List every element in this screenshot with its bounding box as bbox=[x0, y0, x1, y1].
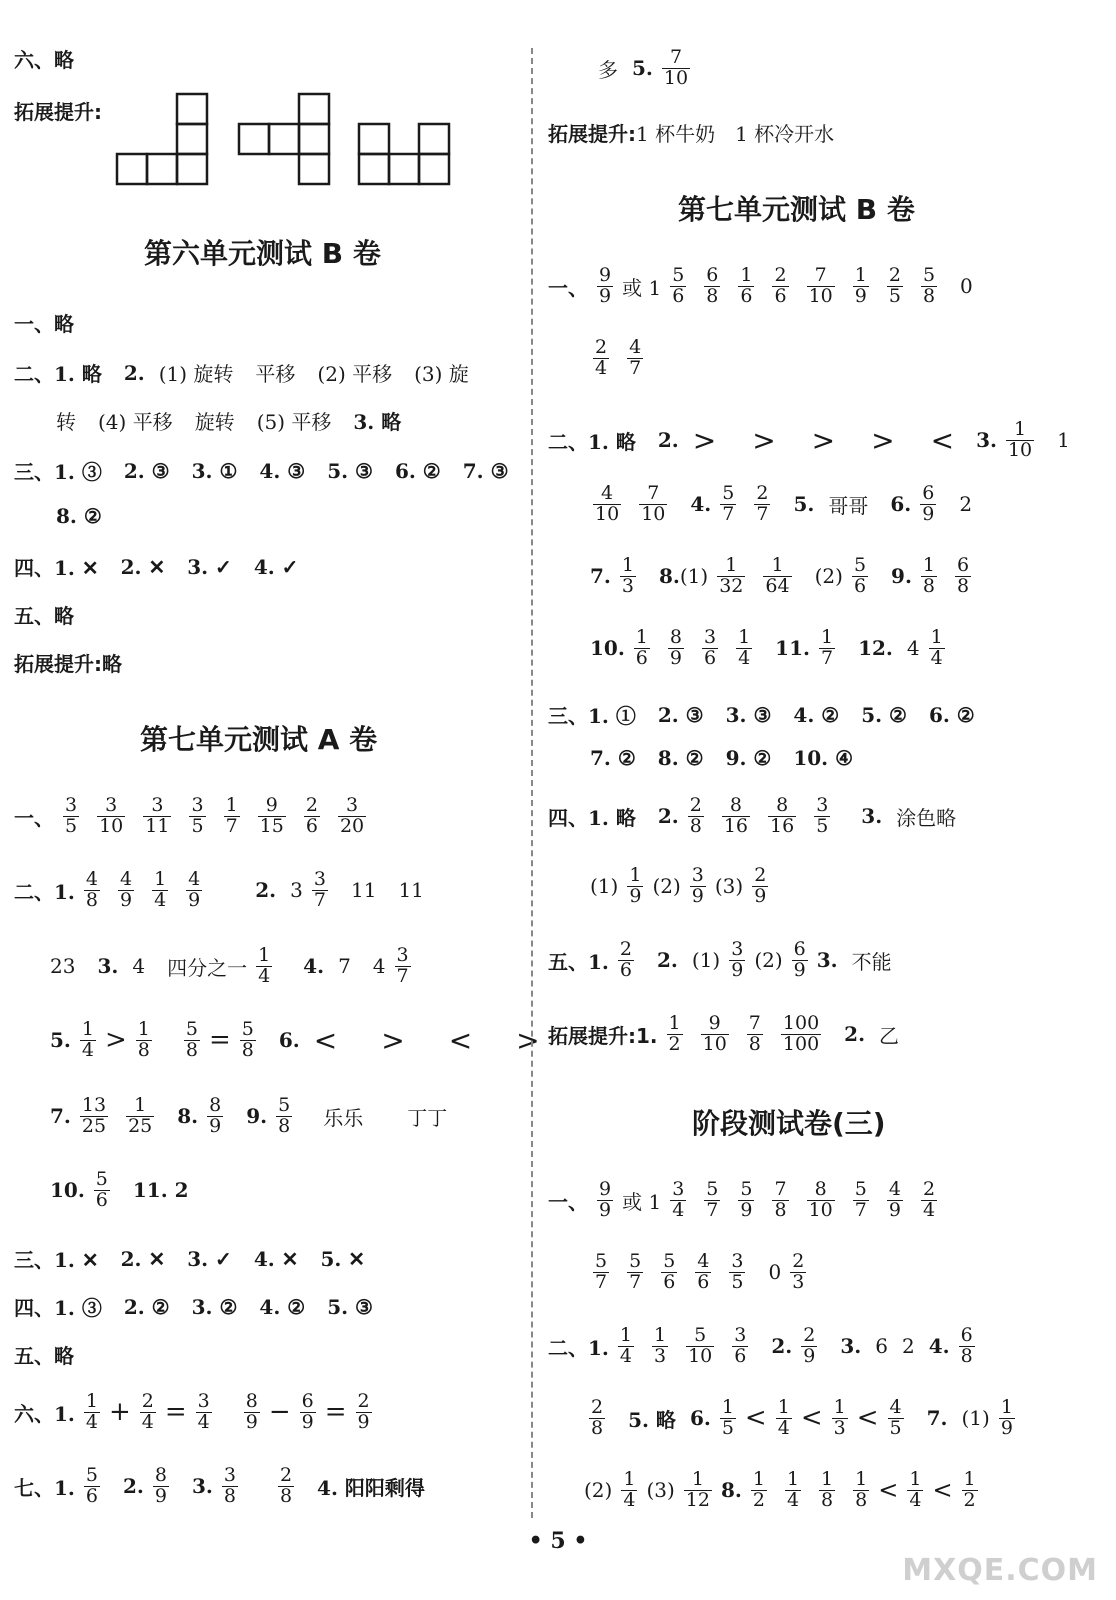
fraction: $\frac{2}{9}$ bbox=[803, 1324, 816, 1367]
extension-label: 拓展提升: bbox=[14, 100, 102, 124]
b7-section-5: 五、1. $\frac{2}{6}$ 2. (1) $\frac{3}{9}$ (2) $\frac{6}{9}$ 3. 不能 bbox=[548, 938, 892, 981]
fraction: $\frac{6}{9}$ bbox=[301, 1390, 314, 1433]
heading-unit7-b: 第七单元测试 B 卷 bbox=[678, 193, 915, 226]
fraction: $\frac{4}{8}$ bbox=[85, 868, 98, 911]
fraction: $\frac{7}{8}$ bbox=[774, 1178, 787, 1221]
fraction: $\frac{2}{6}$ bbox=[305, 794, 318, 837]
fraction: $\frac{9}{15}$ bbox=[259, 794, 284, 837]
fraction: $\frac{2}{4}$ bbox=[141, 1390, 154, 1433]
fraction: $\frac{5}{6}$ bbox=[853, 554, 867, 597]
a-section-7: 七、1. $\frac{5}{6}$ 2. $\frac{8}{9}$ 3. $\frac{3}{8}$ $\frac{2}{8}$ 4. 阳阳剩得 bbox=[14, 1464, 425, 1507]
fraction: $\frac{1}{6}$ bbox=[740, 264, 753, 307]
a-section-3: 三、1. ✕ 2. ✕ 3. ✓ 4. ✕ 5. ✕ bbox=[14, 1246, 366, 1272]
fraction: $\frac{5}{8}$ bbox=[278, 1094, 291, 1137]
fraction: $\frac{5}{7}$ bbox=[706, 1178, 719, 1221]
fraction: $\frac{5}{10}$ bbox=[688, 1324, 713, 1367]
fraction: $\frac{4}{9}$ bbox=[188, 868, 201, 911]
fraction: $\frac{3}{6}$ bbox=[734, 1324, 747, 1367]
fraction: $\frac{3}{8}$ bbox=[223, 1464, 236, 1507]
fraction: $\frac{2}{8}$ bbox=[591, 1396, 604, 1439]
fraction: $\frac{8}{9}$ bbox=[209, 1094, 222, 1137]
b6-section-1: 一、略 bbox=[14, 312, 74, 336]
a-section-1: 一、 $\frac{3}{5}$ $\frac{3}{10}$ $\frac{3}{11}$ $\frac{3}{5}$ $\frac{1}{7}$ $\frac{9}{15}$ $\frac{2}{6}$ $\frac{3}{20}$ bbox=[14, 794, 365, 837]
fraction: $\frac{8}{9}$ bbox=[669, 626, 682, 669]
fraction: $\frac{2}{7}$ bbox=[756, 482, 769, 525]
fraction: $\frac{1}{10}$ bbox=[1007, 418, 1033, 461]
fraction: $\frac{9}{10}$ bbox=[702, 1012, 727, 1055]
b6-section-3-row1: 三、1. ③ 2. ③ 3. ① 4. ③ 5. ③ 6. ② 7. ③ bbox=[14, 458, 509, 484]
a-section-2-row3: 5. $\frac{1}{4}$ > $\frac{1}{8}$ $\frac{5}{8}$ = $\frac{5}{8}$ 6. < > < > bbox=[50, 1018, 540, 1061]
fraction: $\frac{5}{8}$ bbox=[922, 264, 936, 307]
b7-section-2-row4: 10. $\frac{1}{6}$ $\frac{8}{9}$ $\frac{3}{6}$ $\frac{1}{4}$ 11. $\frac{1}{7}$ 12. 4 $\frac{1}{4}$ bbox=[590, 626, 943, 669]
b7-section-4-row1: 四、1. 略 2. $\frac{2}{8}$ $\frac{8}{16}$ $\frac{8}{16}$ $\frac{3}{5}$ 3. 涂色略 bbox=[548, 794, 957, 837]
fraction: $\frac{8}{16}$ bbox=[770, 794, 795, 837]
fraction: $\frac{1}{12}$ bbox=[685, 1468, 710, 1511]
b7-extension: 拓展提升:1. $\frac{1}{2}$ $\frac{9}{10}$ $\frac{7}{8}$ $\frac{100}{100}$ 2. 乙 bbox=[548, 1012, 900, 1055]
fraction: $\frac{2}{4}$ bbox=[922, 1178, 936, 1221]
fraction: $\frac{2}{8}$ bbox=[689, 794, 702, 837]
fraction: $\frac{1}{2}$ bbox=[668, 1012, 681, 1055]
fraction: $\frac{1}{4}$ bbox=[85, 1390, 98, 1433]
fraction: $\frac{3}{7}$ bbox=[396, 944, 409, 987]
fraction: $\frac{7}{10}$ bbox=[641, 482, 666, 525]
fraction: $\frac{1}{8}$ bbox=[137, 1018, 150, 1061]
fraction: $\frac{100}{100}$ bbox=[782, 1012, 820, 1055]
b6-section-5: 五、略 bbox=[14, 604, 74, 628]
heading-stage-test-3: 阶段测试卷(三) bbox=[692, 1107, 886, 1140]
fraction: $\frac{1}{9}$ bbox=[1000, 1396, 1013, 1439]
fraction: $\frac{5}{7}$ bbox=[595, 1250, 608, 1293]
b7-section-2-row3: 7. $\frac{1}{3}$ 8. (1) $\frac{1}{32}$ $\frac{1}{64}$ (2) $\frac{5}{6}$ 9. $\frac{1}{8}$ $\frac{6}{8}$ bbox=[590, 554, 970, 597]
column-divider bbox=[531, 48, 533, 1518]
a-section-6: 六、1. $\frac{1}{4}$ + $\frac{2}{4}$ = $\frac{3}{4}$ $\frac{8}{9}$ − $\frac{6}{9}$ = $\frac{2}{9}$ bbox=[14, 1390, 370, 1433]
fraction: $\frac{7}{10}$ bbox=[808, 264, 833, 307]
page-number: • 5 • bbox=[528, 1528, 588, 1554]
fraction: $\frac{1}{4}$ bbox=[930, 626, 943, 669]
fraction: $\frac{1}{64}$ bbox=[765, 554, 790, 597]
fraction: $\frac{1}{4}$ bbox=[619, 1324, 632, 1367]
c-section-2-row3: (2) $\frac{1}{4}$ (3) $\frac{1}{12}$ 8. $\frac{1}{2}$ $\frac{1}{4}$ $\frac{1}{8}$ $\frac{1}{8}$ < $\frac{1}{4}$ < $\frac{1}{2}$ bbox=[584, 1468, 976, 1511]
fraction: $\frac{8}{16}$ bbox=[723, 794, 749, 837]
fraction: $\frac{5}{6}$ bbox=[85, 1464, 98, 1507]
b7-section-1-row1: 一、 $\frac{9}{9}$ 或 1 $\frac{5}{6}$ $\frac{6}{8}$ $\frac{1}{6}$ $\frac{2}{6}$ $\frac{7}{10}$ $\frac{1}{9}$ $\frac{2}{5}$ $\frac{5}{8}$ 0 bbox=[548, 264, 973, 307]
fraction: $\frac{3}{5}$ bbox=[65, 794, 78, 837]
fraction: $\frac{5}{8}$ bbox=[185, 1018, 198, 1061]
a-section-2-row2: 23 3. 4 四分之一 $\frac{1}{4}$ 4. 7 4 $\frac{3}{7}$ bbox=[50, 944, 409, 987]
fraction: $\frac{3}{5}$ bbox=[731, 1250, 744, 1293]
fraction: $\frac{3}{9}$ bbox=[691, 864, 704, 907]
fraction: $\frac{5}{6}$ bbox=[672, 264, 685, 307]
b6-extension: 拓展提升:略 bbox=[14, 652, 122, 676]
b6-section-2-row1: 二、1. 略 2. (1) 旋转 平移 (2) 平移 (3) 旋 bbox=[14, 360, 469, 386]
fraction: $\frac{13}{25}$ bbox=[81, 1094, 107, 1137]
fraction: $\frac{3}{5}$ bbox=[191, 794, 204, 837]
fraction: $\frac{6}{8}$ bbox=[960, 1324, 973, 1367]
fraction: $\frac{9}{9}$ bbox=[599, 264, 612, 307]
fraction: $\frac{5}{7}$ bbox=[854, 1178, 867, 1221]
b6-section-3-row2: 8. ② bbox=[56, 504, 102, 528]
fraction: $\frac{2}{3}$ bbox=[792, 1250, 805, 1293]
fraction: $\frac{5}{9}$ bbox=[740, 1178, 753, 1221]
a-extension: 拓展提升: 1 杯牛奶 1 杯冷开水 bbox=[548, 122, 835, 146]
fraction: $\frac{4}{6}$ bbox=[697, 1250, 710, 1293]
fraction: $\frac{1}{4}$ bbox=[909, 1468, 922, 1511]
a-section-2-row1: 二、1. $\frac{4}{8}$ $\frac{4}{9}$ $\frac{1}{4}$ $\frac{4}{9}$ 2. 3 $\frac{3}{7}$ 11 11 bbox=[14, 868, 424, 911]
fraction: $\frac{1}{4}$ bbox=[81, 1018, 94, 1061]
fraction: $\frac{8}{10}$ bbox=[808, 1178, 833, 1221]
fraction: $\frac{3}{9}$ bbox=[731, 938, 744, 981]
b7-section-2-row1: 二、1. 略 2. > > > > < 3. $\frac{1}{10}$ 1 bbox=[548, 418, 1070, 461]
fraction: $\frac{4}{9}$ bbox=[888, 1178, 901, 1221]
fraction: $\frac{2}{5}$ bbox=[888, 264, 901, 307]
b7-section-1-row2 bbox=[584, 338, 652, 379]
fraction: $\frac{1}{2}$ bbox=[752, 1468, 765, 1511]
fraction: $\frac{8}{9}$ bbox=[154, 1464, 167, 1507]
fraction: $\frac{2}{9}$ bbox=[357, 1390, 370, 1433]
fraction: $\frac{2}{9}$ bbox=[754, 864, 767, 907]
c-section-2-row1: 二、1. $\frac{1}{4}$ $\frac{1}{3}$ $\frac{5}{10}$ $\frac{3}{6}$ 2. $\frac{2}{9}$ 3. 6 2 4. $\frac{6}{8}$ bbox=[548, 1324, 973, 1367]
fraction: $\frac{1}{3}$ bbox=[833, 1396, 846, 1439]
fraction: $\frac{5}{7}$ bbox=[722, 482, 735, 525]
watermark: MXQE.COM bbox=[902, 1553, 1098, 1588]
fraction: $\frac{1}{7}$ bbox=[225, 794, 238, 837]
net-figure-2 bbox=[239, 94, 329, 184]
fraction: $\frac{1}{32}$ bbox=[719, 554, 744, 597]
fraction: $\frac{2}{4}$ bbox=[595, 336, 608, 379]
fraction: $\frac{3}{11}$ bbox=[145, 794, 170, 837]
fraction: $\frac{3}{6}$ bbox=[703, 626, 717, 669]
fraction: $\frac{1}{4}$ bbox=[154, 868, 167, 911]
b7-section-3-row1: 三、1. ① 2. ③ 3. ③ 4. ② 5. ② 6. ② bbox=[548, 702, 975, 728]
fraction: $\frac{1}{8}$ bbox=[855, 1468, 868, 1511]
fraction: $\frac{7}{10}$ bbox=[663, 46, 689, 89]
fraction: $\frac{5}{7}$ bbox=[629, 1250, 642, 1293]
fraction: $\frac{4}{9}$ bbox=[119, 868, 133, 911]
fraction: $\frac{1}{4}$ bbox=[738, 626, 751, 669]
fraction: $\frac{1}{4}$ bbox=[258, 944, 271, 987]
fraction: $\frac{3}{10}$ bbox=[99, 794, 124, 837]
fraction: $\frac{1}{4}$ bbox=[786, 1468, 800, 1511]
fraction: $\frac{7}{8}$ bbox=[748, 1012, 761, 1055]
fraction: $\frac{3}{4}$ bbox=[197, 1390, 210, 1433]
b6-section-2-row2: 转 (4) 平移 旋转 (5) 平移 3. 略 bbox=[56, 410, 402, 434]
fraction: $\frac{5}{8}$ bbox=[241, 1018, 254, 1061]
fraction: $\frac{4}{7}$ bbox=[629, 336, 642, 379]
a-section-2-row4: 7. $\frac{13}{25}$ $\frac{1}{25}$ 8. $\frac{8}{9}$ 9. $\frac{5}{8}$ 乐乐 丁丁 bbox=[50, 1094, 448, 1137]
a-section-2-row5: 10. $\frac{5}{6}$ 11. 2 bbox=[50, 1168, 189, 1211]
fraction: $\frac{1}{5}$ bbox=[721, 1396, 734, 1439]
fraction: $\frac{1}{2}$ bbox=[963, 1468, 976, 1511]
fraction: $\frac{1}{9}$ bbox=[854, 264, 867, 307]
fraction: $\frac{6}{8}$ bbox=[706, 264, 719, 307]
fraction: $\frac{3}{20}$ bbox=[339, 794, 365, 837]
fraction: $\frac{3}{5}$ bbox=[816, 794, 829, 837]
net-figure-3 bbox=[359, 124, 449, 184]
fraction: $\frac{1}{3}$ bbox=[621, 554, 634, 597]
cube-net-figures bbox=[100, 92, 460, 192]
fraction: $\frac{2}{8}$ bbox=[279, 1464, 293, 1507]
fraction: $\frac{6}{8}$ bbox=[957, 554, 970, 597]
fraction: $\frac{2}{6}$ bbox=[774, 264, 787, 307]
fraction: $\frac{1}{25}$ bbox=[128, 1094, 153, 1137]
fraction: $\frac{1}{9}$ bbox=[629, 864, 642, 907]
fraction: $\frac{4}{10}$ bbox=[595, 482, 620, 525]
fraction: $\frac{1}{4}$ bbox=[623, 1468, 636, 1511]
fraction: $\frac{8}{9}$ bbox=[245, 1390, 258, 1433]
c-section-1-row2: $\frac{5}{7}$ $\frac{5}{7}$ $\frac{5}{6}$ $\frac{4}{6}$ $\frac{3}{5}$ 0 $\frac{2}{3}$ bbox=[595, 1250, 805, 1293]
a-section-5: 五、略 bbox=[14, 1344, 74, 1368]
heading-unit7-a: 第七单元测试 A 卷 bbox=[140, 723, 378, 756]
fraction: $\frac{2}{6}$ bbox=[619, 938, 632, 981]
fraction: $\frac{1}{8}$ bbox=[922, 554, 936, 597]
fraction: $\frac{3}{7}$ bbox=[313, 868, 326, 911]
fraction: $\frac{1}{8}$ bbox=[821, 1468, 834, 1511]
fraction: $\frac{5}{6}$ bbox=[95, 1168, 108, 1211]
b7-section-2-row2: $\frac{4}{10}$ $\frac{7}{10}$ 4. $\frac{5}{7}$ $\frac{2}{7}$ 5. 哥哥 6. $\frac{6}{9}$ 2 bbox=[595, 482, 973, 525]
answer-6: 六、略 bbox=[14, 48, 74, 72]
a-section-4: 四、1. ③ 2. ② 3. ② 4. ② 5. ③ bbox=[14, 1294, 373, 1320]
fraction: $\frac{1}{7}$ bbox=[820, 626, 834, 669]
fraction: $\frac{5}{6}$ bbox=[663, 1250, 676, 1293]
net-figure-1 bbox=[117, 94, 207, 184]
b7-section-3-row2: 7. ② 8. ② 9. ② 10. ④ bbox=[590, 746, 854, 770]
heading-unit6-b: 第六单元测试 B 卷 bbox=[144, 237, 381, 270]
c-section-1-row1: 一、 $\frac{9}{9}$ 或 1 $\frac{3}{4}$ $\frac{5}{7}$ $\frac{5}{9}$ $\frac{7}{8}$ $\frac{8}{10}$ $\frac{5}{7}$ $\frac{4}{9}$ $\frac{2}{4}$ bbox=[548, 1178, 936, 1221]
fraction: $\frac{6}{9}$ bbox=[922, 482, 935, 525]
c-section-2-row2: $\frac{2}{8}$ 5. 略 6. $\frac{1}{5}$ < $\frac{1}{4}$ < $\frac{1}{3}$ < $\frac{4}{5}$ 7. (1) $\frac{1}{9}$ bbox=[591, 1396, 1013, 1439]
carry-over-line: 多 5. $\frac{7}{10}$ bbox=[598, 46, 689, 89]
b6-section-4: 四、1. ✕ 2. ✕ 3. ✓ 4. ✓ bbox=[14, 554, 299, 580]
fraction: $\frac{1}{4}$ bbox=[777, 1396, 790, 1439]
fraction: $\frac{1}{6}$ bbox=[635, 626, 648, 669]
fraction: $\frac{4}{5}$ bbox=[889, 1396, 902, 1439]
fraction: $\frac{3}{4}$ bbox=[672, 1178, 685, 1221]
fraction: $\frac{1}{3}$ bbox=[653, 1324, 667, 1367]
b7-section-4-row2: (1) $\frac{1}{9}$ (2) $\frac{3}{9}$ (3) $\frac{2}{9}$ bbox=[590, 864, 767, 907]
fraction: $\frac{9}{9}$ bbox=[599, 1178, 612, 1221]
fraction: $\frac{6}{9}$ bbox=[793, 938, 806, 981]
